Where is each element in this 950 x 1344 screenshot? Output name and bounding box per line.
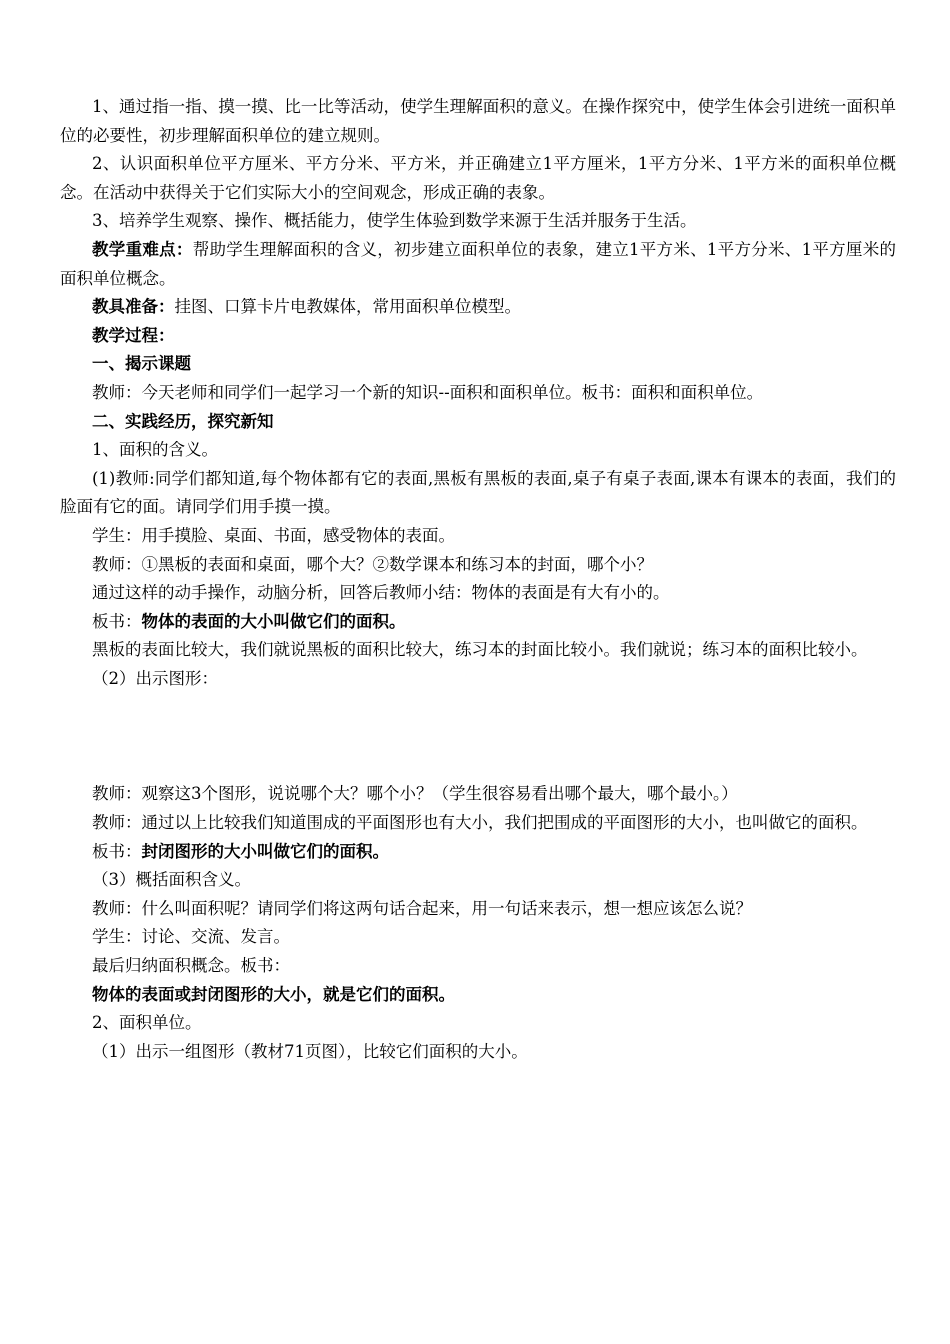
materials-label: 教具准备：	[92, 297, 175, 317]
board-label: 板书：	[92, 611, 142, 631]
paragraph: 1、面积的含义。	[92, 440, 218, 460]
section1-heading: 一、揭示课题	[92, 354, 191, 374]
paragraph: （3）概括面积含义。	[92, 870, 251, 890]
paragraph: 教师：什么叫面积呢？请同学们将这两句话合起来，用一句话来表示，想一想应该怎么说？	[92, 898, 752, 918]
paragraph: 学生：讨论、交流、发言。	[92, 927, 290, 947]
paragraph: 最后归纳面积概念。板书：	[92, 956, 290, 976]
paragraph: 学生：用手摸脸、桌面、书面，感受物体的表面。	[92, 525, 455, 545]
board-text: 封闭图形的大小叫做它们的面积。	[141, 841, 389, 861]
board-note-2	[60, 838, 896, 867]
key-points-label: 教学重难点：	[92, 239, 193, 259]
board-text: 物体的表面的大小叫做它们的面积。	[141, 611, 406, 631]
paragraph: 教师：观察这3个图形，说说哪个大？哪个小？（学生很容易看出哪个最大，哪个最小。）	[92, 784, 738, 804]
paragraph: 教师：①黑板的表面和桌面，哪个大？②数学课本和练习本的封面，哪个小？	[92, 554, 653, 574]
paragraph: (1)教师:同学们都知道,每个物体都有它的表面,黑板有黑板的表面,桌子有桌子表面,课本有课本的表面，我们的脸面有它的面。请同学们用手摸一摸。	[60, 468, 896, 517]
objective-3: 3、培养学生观察、操作、概括能力，使学生体验到数学来源于生活并服务于生活。	[92, 211, 697, 231]
paragraph: 黑板的表面比较大，我们就说黑板的面积比较大，练习本的封面比较小。我们就说；练习本的面积比较小。	[92, 640, 868, 660]
paragraph: 教师：通过以上比较我们知道围成的平面图形也有大小，我们把围成的平面图形的大小，也叫做它的面积。	[92, 813, 868, 833]
board-note-1	[60, 608, 896, 637]
document-page	[60, 93, 896, 1066]
objective-1: 1、通过指一指、摸一摸、比一比等活动，使学生理解面积的意义。在操作探究中，使学生体会引进统一面积单位的必要性，初步理解面积单位的建立规则。	[60, 97, 896, 145]
materials-text: 挂图、口算卡片电教媒体，常用面积单位模型。	[174, 297, 521, 317]
section1-text: 教师：今天老师和同学们一起学习一个新的知识--面积和面积单位。板书：面积和面积单位。	[92, 382, 764, 402]
paragraph: （1）出示一组图形（教材71页图），比较它们面积的大小。	[92, 1041, 528, 1061]
paragraph: （2）出示图形：	[92, 668, 218, 688]
paragraph: 2、面积单位。	[92, 1013, 202, 1033]
materials-paragraph	[60, 293, 896, 322]
section2-heading: 二、实践经历，探究新知	[92, 411, 274, 431]
key-points-text: 帮助学生理解面积的含义，初步建立面积单位的表象，建立1平方米、1平方分米、1平方厘米的面积单位概念。	[60, 239, 896, 288]
objective-2: 2、认识面积单位平方厘米、平方分米、平方米，并正确建立1平方厘米，1平方分米、1平方米的面积单位概念。在活动中获得关于它们实际大小的空间观念，形成正确的表象。	[60, 154, 896, 202]
process-heading: 教学过程：	[92, 325, 175, 345]
area-definition: 物体的表面或封闭图形的大小，就是它们的面积。	[92, 984, 455, 1004]
board-label: 板书：	[92, 841, 142, 861]
figure-space	[60, 693, 896, 780]
paragraph: 通过这样的动手操作，动脑分析，回答后教师小结：物体的表面是有大有小的。	[92, 583, 670, 603]
key-points-paragraph	[60, 236, 896, 293]
